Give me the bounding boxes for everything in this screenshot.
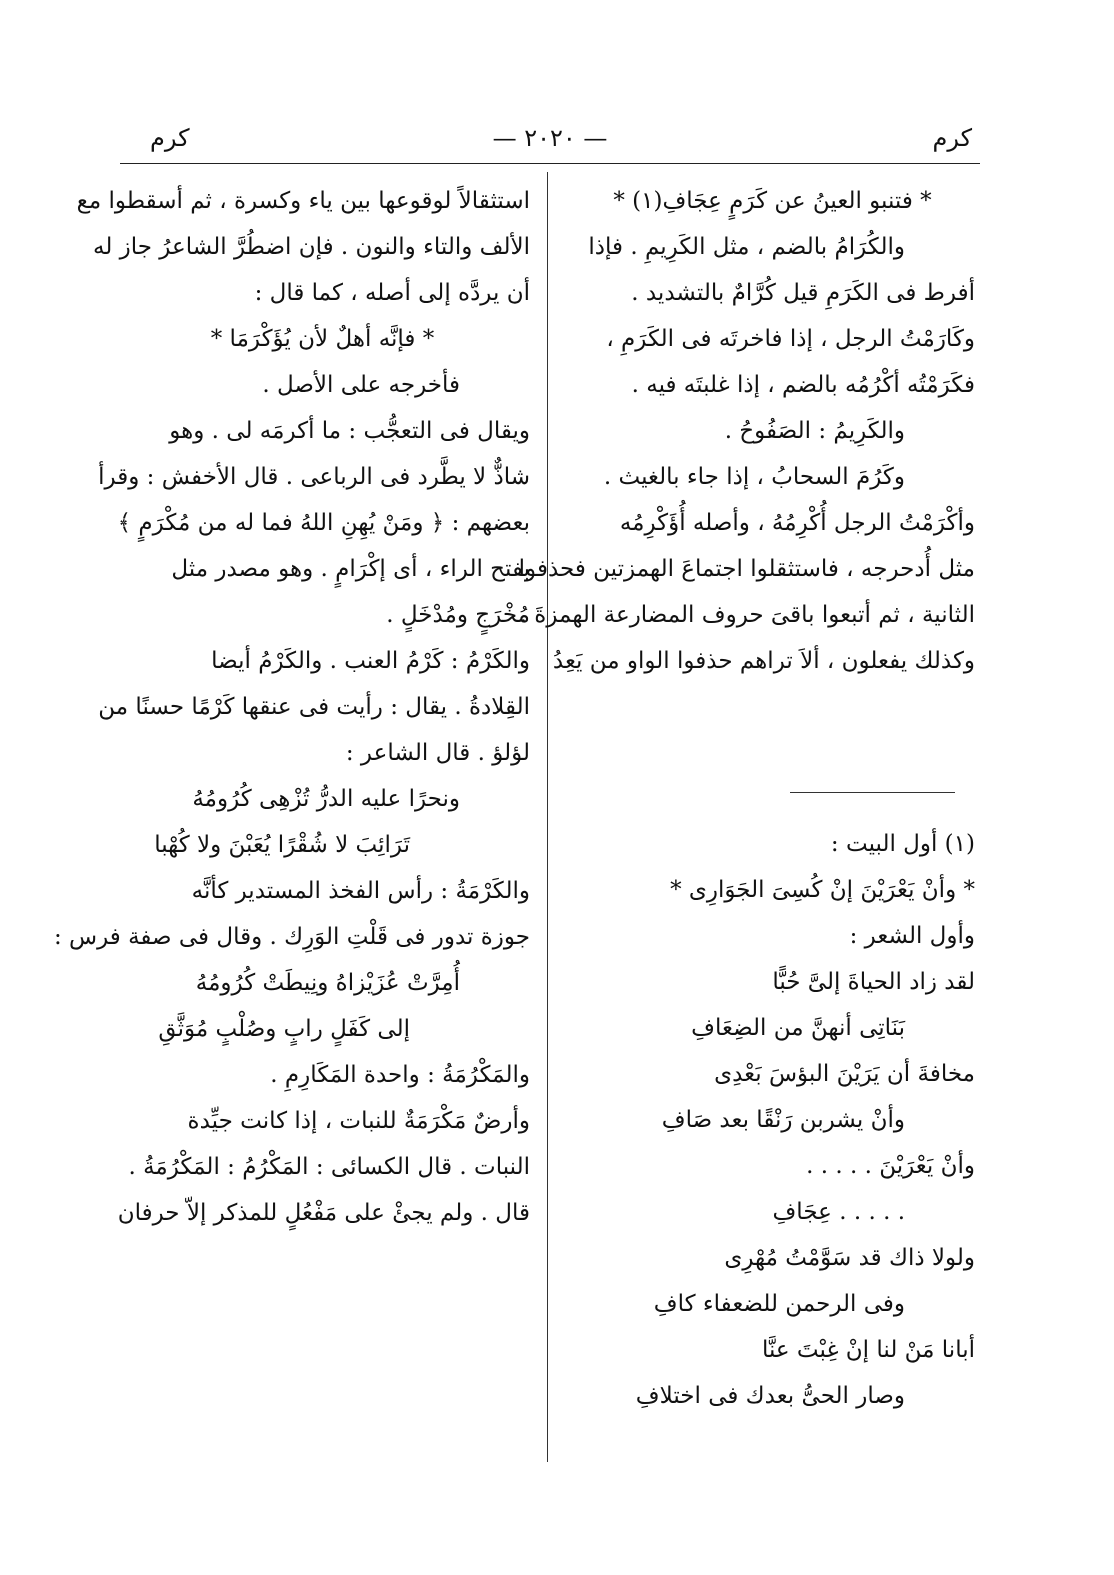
footnote xyxy=(570,820,975,1418)
text-line: الثانية ، ثم أتبعوا باقىَ حروف المضارعة الهمزةَ . xyxy=(519,602,975,628)
footnote-line: (١) أول البيت : xyxy=(830,831,975,857)
column-divider xyxy=(547,172,548,1462)
text-line: * فتنبو العينُ عن كَرَمٍ عِجَافِ(١) * xyxy=(613,188,932,214)
text-line: بعضهم : ﴿ ومَنْ يُهِنِ اللهُ فما له من مُكْرَمٍ ﴾ xyxy=(117,510,530,536)
text-line: شاذٌّ لا يطَّرد فى الرباعى . قال الأخفش : وقرأ xyxy=(98,464,530,490)
right-column xyxy=(518,178,975,684)
footnote-line: وصار الحىُّ بعدك فى اختلافِ xyxy=(635,1383,905,1409)
text-line: وأرضٌ مَكْرَمَةٌ للنبات ، إذا كانت جيِّدة xyxy=(187,1108,530,1134)
footnote-line: * وأنْ يَعْرَيْنَ إنْ كُسِىَ الجَوَارِى * xyxy=(670,877,975,903)
text-line: أن يردَّه إلى أصله ، كما قال : xyxy=(254,280,530,306)
text-line: * فإنَّه أهلٌ لأن يُؤَكْرَمَا * xyxy=(210,326,435,352)
running-head-right: كرم xyxy=(932,124,972,152)
text-line: الألف والتاء والنون . فإن اضطُرَّ الشاعرُ جاز له xyxy=(93,234,530,260)
footnote-line: لقد زاد الحياةَ إلىَّ حُبًّا xyxy=(772,969,975,995)
footnote-line: وأول الشعر : xyxy=(849,923,975,949)
footnote-line: ولولا ذاك قد سَوَّمْتُ مُهْرِى xyxy=(724,1245,975,1271)
text-line: والكُرَامُ بالضم ، مثل الكَرِيمِ . فإذا xyxy=(588,234,905,260)
text-line: جوزة تدور فى قَلْتِ الوَرِك . وقال فى صفة فرس : xyxy=(53,924,530,950)
text-line: مثل أُدحرجه ، فاستثقلوا اجتماعَ الهمزتين فحذفوا xyxy=(518,556,975,582)
verse-line: تَرَائِبَ لا شُقْرًا يُعَبْنَ ولا كُهْبا xyxy=(154,832,410,858)
text-line: والكَرْمَةُ : رأس الفخذ المستدير كأنَّه xyxy=(191,878,530,904)
page-header xyxy=(120,120,980,160)
footnote-rule xyxy=(790,792,955,793)
text-line: النبات . قال الكسائى : المَكْرُمُ : المَكْرُمَةُ . xyxy=(128,1154,530,1180)
verse-line: أُمِرَّتْ عُزَيْزاهُ ونِيطَتْ كُرُومُهُ xyxy=(195,970,460,996)
text-line: قال . ولم يجئْ على مَفْعُلٍ للمذكر إلاّ حرفان xyxy=(117,1200,530,1226)
text-line: فأخرجه على الأصل . xyxy=(262,372,460,398)
text-line: فكَرَمْتُه أكْرُمُه بالضم ، إذا غلبتَه فيه . xyxy=(631,372,975,398)
header-rule xyxy=(120,163,980,164)
text-line: وكَرُمَ السحابُ ، إذا جاء بالغيث . xyxy=(603,464,905,490)
text-line: لؤلؤ . قال الشاعر : xyxy=(345,740,530,766)
text-line: والمَكْرُمَةُ : واحدة المَكَارِمِ . xyxy=(270,1062,530,1088)
text-line: ويقال فى التعجُّب : ما أكرمَه لى . وهو xyxy=(169,418,530,444)
text-line: استثقالاً لوقوعها بين ياء وكسرة ، ثم أسقطوا مع xyxy=(76,188,530,214)
text-line: وأكْرَمْتُ الرجل أُكْرِمُهُ ، وأصله أُؤَكْرِمُه xyxy=(619,510,975,536)
footnote-line: وأنْ يشربن رَنْقًا بعد صَافِ xyxy=(661,1107,905,1133)
verse-line: إلى كَفَلٍ رابٍ وصُلْبٍ مُوَثَّقِ xyxy=(158,1016,410,1042)
footnote-line: مخافةَ أن يَرَيْنَ البؤسَ بَعْدِى xyxy=(714,1061,975,1087)
text-line: أفرط فى الكَرَمِ قيل كُرَّامٌ بالتشديد . xyxy=(631,280,975,306)
footnote-line: أبانا مَنْ لنا إنْ غِبْتَ عنَّا xyxy=(761,1337,975,1363)
text-line: وكذلك يفعلون ، ألاَ تراهم حذفوا الواو من يَعِدُ xyxy=(552,648,975,674)
text-line: القِلادةُ . يقال : رأيت فى عنقها كَرْمًا حسنًا من xyxy=(98,694,530,720)
page-number: — ٢٠٢٠ — xyxy=(492,124,608,152)
footnote-line: بَنَاتِى أنهنَّ من الضِعَافِ xyxy=(691,1015,905,1041)
verse-line: ونحرًا عليه الدرُّ تُزْهِى كُرُومُهُ xyxy=(192,786,460,812)
text-line: بفتح الراء ، أى إكْرَامٍ . وهو مصدر مثل xyxy=(171,556,530,582)
text-line: والكَرْمُ : كَرْمُ العنب . والكَرْمُ أيضا xyxy=(211,648,530,674)
text-line: مُخْرَجٍ ومُدْخَلٍ . xyxy=(386,602,530,628)
footnote-line: وفى الرحمن للضعفاء كافِ xyxy=(653,1291,905,1317)
left-column xyxy=(53,178,530,1236)
text-line: والكَرِيمُ : الصَفُوحُ . xyxy=(724,418,905,444)
running-head-left: كرم xyxy=(150,124,190,152)
footnote-line: وأنْ يَعْرَيْنَ . . . . . xyxy=(806,1153,975,1179)
footnote-line: . . . . . عِجَافِ xyxy=(772,1199,905,1225)
text-line: وكَارَمْتُ الرجل ، إذا فاخرتَه فى الكَرَمِ ، xyxy=(606,326,975,352)
